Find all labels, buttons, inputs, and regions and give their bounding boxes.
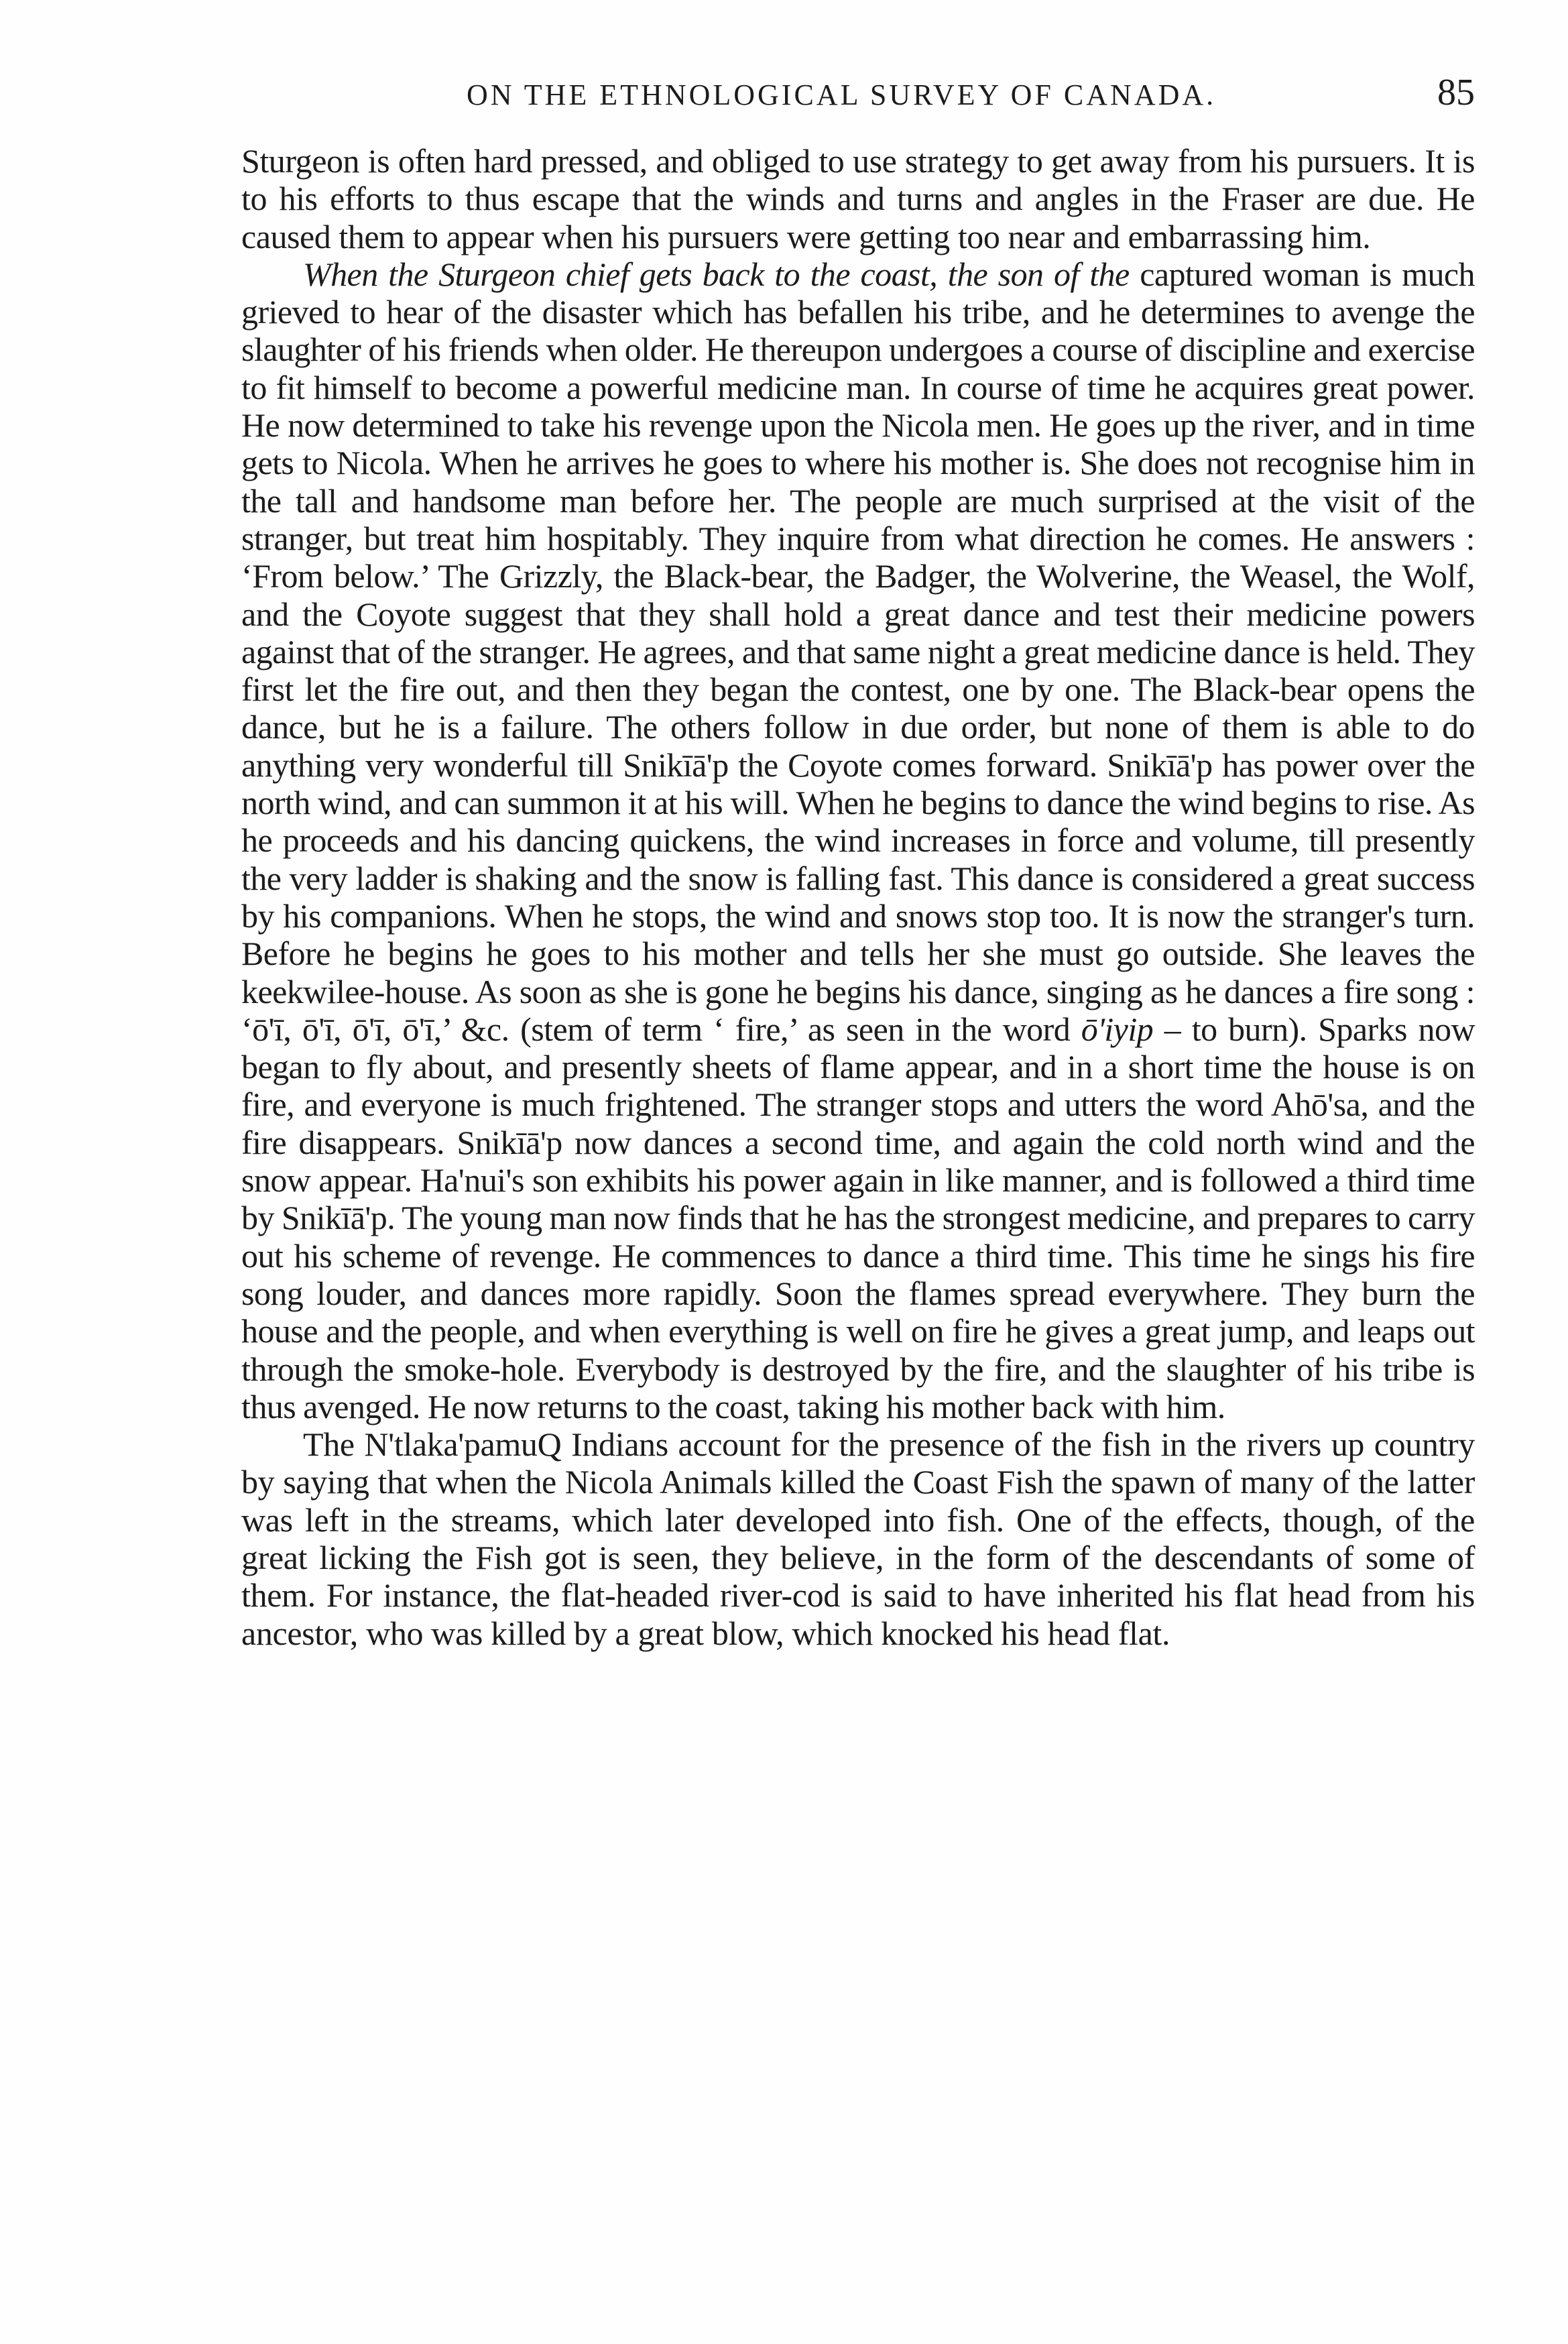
paragraph-3: The N'tlaka'pamuQ Indians account for the presence of the fish in the rivers up country by saying that when the Nicola Animals killed the Coast Fish the spawn of many of the latter was left in the streams, which later developed into fish. One of the effects, though, of the great licking the Fish got is seen, they believe, in the form of the descendants of some of them. For instance, the flat-headed river-cod is said to have inherited his flat head from his ancestor, who was killed by a great blow, which knocked his head flat. <box>241 1425 1475 1652</box>
page-header <box>241 72 1475 129</box>
running-head: ON THE ETHNOLOGICAL SURVEY OF CANADA. <box>467 78 1217 111</box>
paragraph-2-italic-lead: When the Sturgeon chief gets back to the coast, the son of the <box>303 255 1130 293</box>
page-number: 85 <box>1437 72 1475 113</box>
paragraph-2 <box>241 255 1475 1425</box>
paragraph-2-text: captured woman is much grieved to hear of the disaster which has befallen his tribe, and he determines to avenge the slaughter of his friends when older. He thereupon undergoes a course of discipline and exercise to fit himself to become a powerful medicine man. In course of time he acquires great power. He now determined to take his revenge upon the Nicola men. He goes up the river, and in time gets to Nicola. When he arrives he goes to where his mother is. She does not recognise him in the tall and handsome man before her. The people are much surprised at the visit of the stranger, but treat him hospitably. They inquire from what direction he comes. He answers : ‘From below.’ The Grizzly, the Black-bear, the Badger, the Wolverine, the Weasel, the Wolf, and the Coyote suggest that they shall hold a great dance and test their medicine powers against that of the stranger. He agrees, and that same night a great medicine dance is held. They first let the fire out, and then they began the contest, one by one. The Black-bear opens the dance, but he is a failure. The others follow in due order, but none of them is able to do anything very wonderful till Snikīā'p the Coyote comes forward. Snikīā'p has power over the north wind, and can summon it at his will. When he begins to dance the wind begins to rise. As he proceeds and his dancing quickens, the wind increases in force and volume, till presently the very ladder is shaking and the snow is falling fast. This dance is considered a great success by his companions. When he stops, the wind and snows stop too. It is now the stranger's turn. Before he begins he goes to his mother and tells her she must go outside. She leaves the keekwilee-house. As soon as she is gone he begins his dance, singing as he dances a fire song : ‘ō'ī, ō'ī, ō'ī, ō'ī,’ &c. (stem of term ‘ fire,’ as seen in the word <box>241 255 1475 1048</box>
paragraph-2-text-after: – to burn). Sparks now began to fly about, and presently sheets of flame appear, and in a short time the house is on fire, and everyone is much frightened. The stranger stops and utters the word Ahō'sa, and the fire disappears. Snikīā'p now dances a second time, and again the cold north wind and the snow appear. Ha'nui's son exhibits his power again in like manner, and is followed a third time by Snikīā'p. The young man now finds that he has the strongest medicine, and prepares to carry out his scheme of revenge. He commences to dance a third time. This time he sings his fire song louder, and dances more rapidly. Soon the flames spread everywhere. They burn the house and the people, and when everything is well on fire he gives a great jump, and leaps out through the smoke-hole. Everybody is destroyed by the fire, and the slaughter of his tribe is thus avenged. He now returns to the coast, taking his mother back with him. <box>241 1010 1475 1425</box>
paragraph-2-italic-word: ō'iyip <box>1081 1010 1154 1048</box>
paragraph-1: Sturgeon is often hard pressed, and obliged to use strategy to get away from his pursuers. It is to his efforts to thus escape that the winds and turns and angles in the Fraser are due. He caused them to appear when his pursuers were getting too near and embarrassing him. <box>241 142 1475 255</box>
body-text <box>241 142 1475 1652</box>
